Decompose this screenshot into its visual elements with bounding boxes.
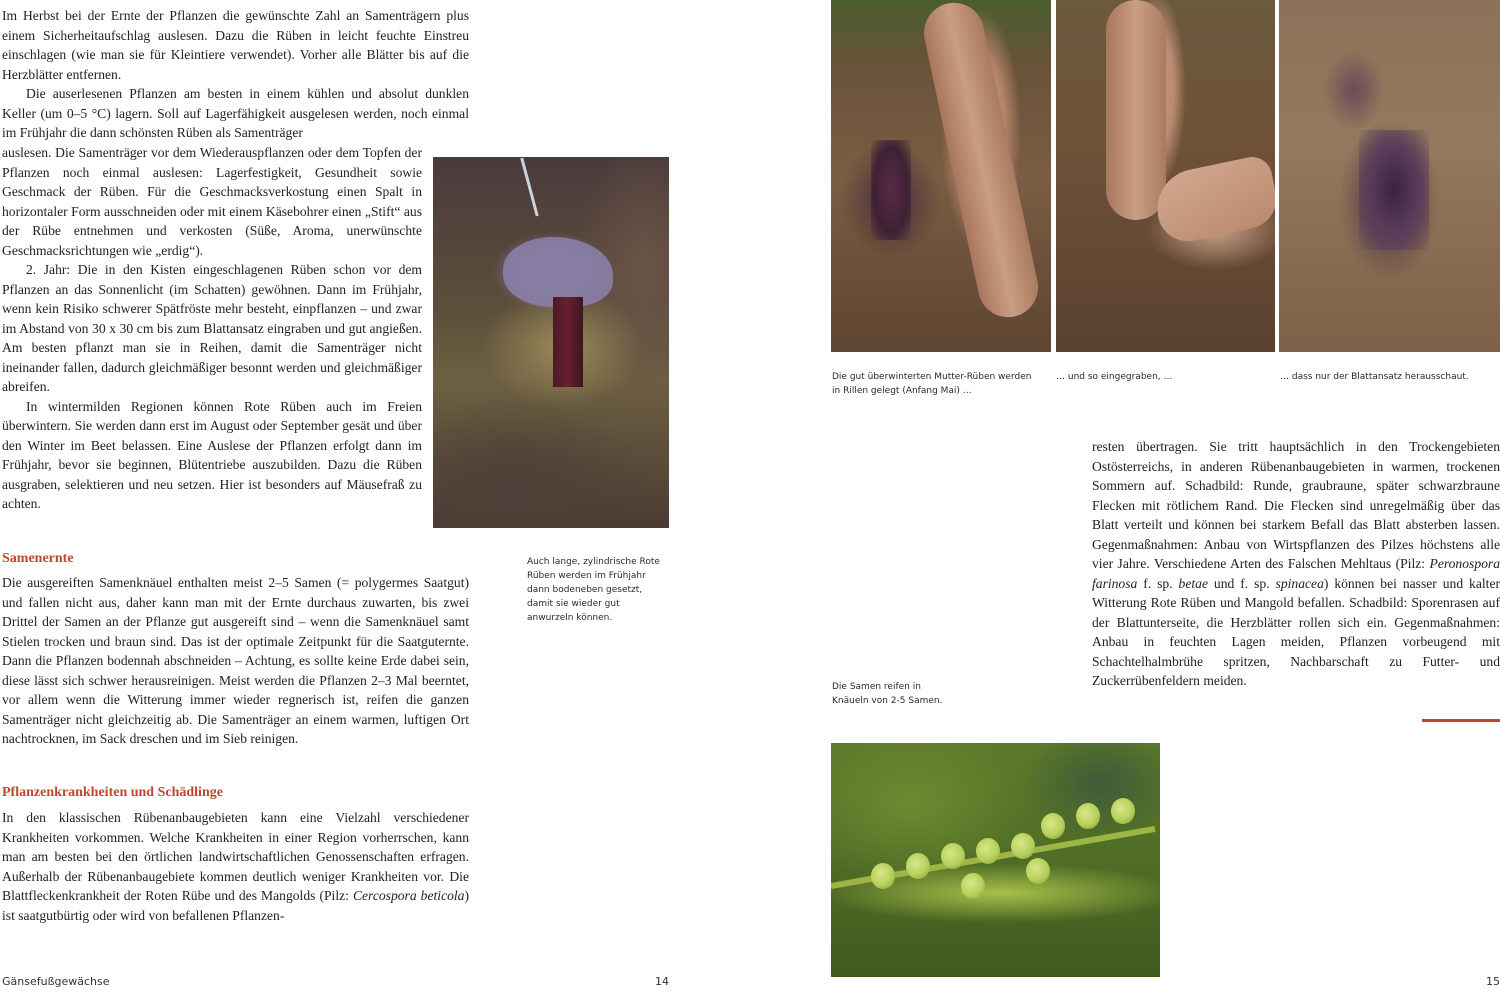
- page-number-left: 14: [655, 975, 669, 988]
- paragraph: Die auserlesenen Pflanzen am besten in einem kühlen und absolut dunklen Keller (um 0–5 °C) lagern. Soll auf Lagerfähigkeit ausgelesen werden, noch einmal im Frühjahr die dann schönsten Rüben als Samenträger: [2, 86, 469, 140]
- running-footer-title: Gänsefußgewächse: [2, 975, 110, 988]
- paragraph: Die ausgereiften Samenknäuel enthalten meist 2–5 Samen (= polygermes Saatgut) und fallen nicht aus, daher kann man mit der Ernte durchaus zuwarten, bis zwei Drittel der Samen an der Pflanze gut ausgereift sind – wenn die Samenknäuel samt Stielen trocken und braun sind. Das ist der optimale Zeitpunkt für die Saatguternte. Dann die Pflanzen bodennah abschneiden – Achtung, es sollte keine Erde dabei sein, diese lässt sich schwer herausreinigen. Meist werden die Pflanzen 2–3 Mal beerntet, vor allem wenn die Witterung immer wieder regnerisch ist, reifen die ganzen Samenträger nicht gleichzeitig ab. Die Samenträger an einem warmen, luftigen Ort nachtrocknen, im Sack dreschen und im Sieb reinigen.: [2, 575, 469, 746]
- seed-harvest-text: [2, 573, 469, 749]
- intro-text: [2, 6, 469, 143]
- beet-stems: [553, 297, 583, 387]
- arm: [1106, 0, 1166, 220]
- seedling: [871, 140, 911, 240]
- section-heading-diseases: Pflanzenkrankheiten und Schädlinge: [2, 785, 223, 800]
- photo-beet-seed-carrier: [433, 157, 669, 528]
- photo-caption-beet: Auch lange, zylindrische Rote Rüben werden im Frühjahr dann bodeneben gesetzt, damit sie wieder gut anwurzeln können.: [527, 557, 660, 623]
- step-caption-2: … und so eingegraben, …: [1056, 372, 1173, 382]
- diseases-text-continued: [1092, 437, 1500, 691]
- seed-cluster: [941, 843, 965, 869]
- seed-cluster: [1111, 798, 1135, 824]
- seed-cluster: [1011, 833, 1035, 859]
- latin-name: Peronospora farinosa: [1092, 556, 1500, 591]
- paragraph: auslesen. Die Samenträger vor dem Wiederauspflanzen oder dem Topfen der Pflanzen noch einmal auslesen: Lagerfestigkeit, Gesundheit sowie Geschmack der Rüben. Für die Geschmacksverkostung einen Spalt in horizontaler Form ausschneiden oder mit einem Käsebohrer einen „Stift“ aus der Rübe entnehmen und verkosten (Süße, Aroma, unerwünschte Geschmacksrichtungen wie „erdig“).: [2, 145, 422, 258]
- seed-cluster: [961, 873, 985, 899]
- photo-step-leaf-base-visible: [1279, 0, 1500, 352]
- photo-seed-clusters: [831, 743, 1160, 977]
- step-caption-1: Die gut überwinterten Mutter-Rüben werden in Rillen gelegt (Anfang Mai) …: [832, 372, 1032, 396]
- paragraph: In den klassischen Rübenanbaugebieten kann eine Vielzahl verschiedener Krankheiten vorkommen. Welche Krankheiten in einer Region vorherrschen, kann man am besten bei den örtlichen landwirtschaftlichen Genossenschaften erfragen. Außerhalb der Rübenanbaugebiete kommen deutlich weniger Krankheiten vor. Die Blattfleckenkrankheit der Roten Rübe und des Mangolds (Pilz: Cercospora beticola) ist saatgutbürtig oder wird von befallenen Pflanzen-: [2, 810, 470, 923]
- seed-cluster: [1076, 803, 1100, 829]
- latin-name: Cercospora beticola: [352, 888, 465, 903]
- seed-caption: Die Samen reifen in Knäueln von 2-5 Samen.: [832, 682, 943, 706]
- page-number-right: 15: [1486, 975, 1500, 988]
- seed-cluster: [1026, 858, 1050, 884]
- beet-seedling: [1359, 130, 1429, 250]
- latin-name: betae: [1178, 575, 1208, 591]
- seed-cluster: [906, 853, 930, 879]
- latin-name: spinacea: [1275, 575, 1324, 591]
- wrapped-text: [2, 143, 422, 514]
- arm: [918, 0, 1043, 323]
- photo-step-laying-beets: [831, 0, 1051, 352]
- photo-step-burying: [1056, 0, 1275, 352]
- section-heading-seed-harvest: Samenernte: [2, 551, 74, 566]
- paragraph: resten übertragen. Sie tritt hauptsächlich in den Trockengebieten Ostösterreichs, in anderen Rübenanbaugebieten in warmen, trockenen Sommern auf. Schadbild: Runde, graubraune, später schwarzbraune Flecken mit rötlichem Rand. Die Flecken sind unregelmäßig über das Blatt verteilt und können bei starkem Befall das Blatt absterben lassen. Gegenmaßnahmen: Anbau von Wirtspflanzen des Pilzes höchstens alle vier Jahre. Verschiedene Arten des Falschen Mehltaus (Pilz: Peronospora farinosa f. sp. betae und f. sp. spinacea) können bei nasser und kalter Witterung Rote Rüben und Mangold befallen. Schadbild: Sporenrasen auf der Blattunterseite, die Herzblätter rollen sich ein. Gegenmaßnahmen: Anbau in feuchten Lagen meiden, Pflanzen vorbeugend mit Schachtelhalmbrühe spritzen, Nachbarschaft zu Futter- und Zuckerrübenfeldern meiden.: [1092, 439, 1500, 688]
- step-caption-3: … dass nur der Blattansatz herausschaut.: [1280, 372, 1469, 382]
- hand: [1150, 153, 1275, 246]
- paragraph: 2. Jahr: Die in den Kisten eingeschlagenen Rüben schon vor dem Pflanzen an das Sonnenlicht (im Schatten) gewöhnen. Dann im Frühjahr, wenn kein Risiko schwerer Spätfröste mehr besteht, einpflanzen – und zwar im Abstand von 30 x 30 cm bis zum Blattansatz eingraben und gut angießen. Am besten pflanzt man sie in Reihen, damit die Samenträger nicht ineinander fallen, dadurch gleichmäßiger besonnt werden und gleichmäßiger abreifen.: [2, 262, 422, 394]
- seed-cluster: [871, 863, 895, 889]
- seed-cluster: [1041, 813, 1065, 839]
- seed-cluster: [976, 838, 1000, 864]
- diseases-text: [2, 808, 469, 925]
- paragraph: In wintermilden Regionen können Rote Rüben auch im Freien überwintern. Sie werden dann erst im August oder September gesät und über den Winter im Beet belassen. Eine Auslese der Pflanzen erfolgt dann im Frühjahr, bevor sie beginnen, Blütentriebe auszubilden. Dazu die Rüben ausgraben, selektieren und neu setzen. Hier ist besonders auf Mäusefraß zu achten.: [2, 398, 422, 511]
- paragraph: Im Herbst bei der Ernte der Pflanzen die gewünschte Zahl an Samenträgern plus einem Sicherheitaufschlag auslesen. Dazu die Rüben in leicht feuchte Einstreu einschlagen (wie man sie für Kleintiere verwendet). Vorher alle Blätter bis auf die Herzblätter entfernen.: [2, 8, 469, 82]
- accent-rule: [1422, 719, 1500, 722]
- plant-stake: [520, 158, 538, 217]
